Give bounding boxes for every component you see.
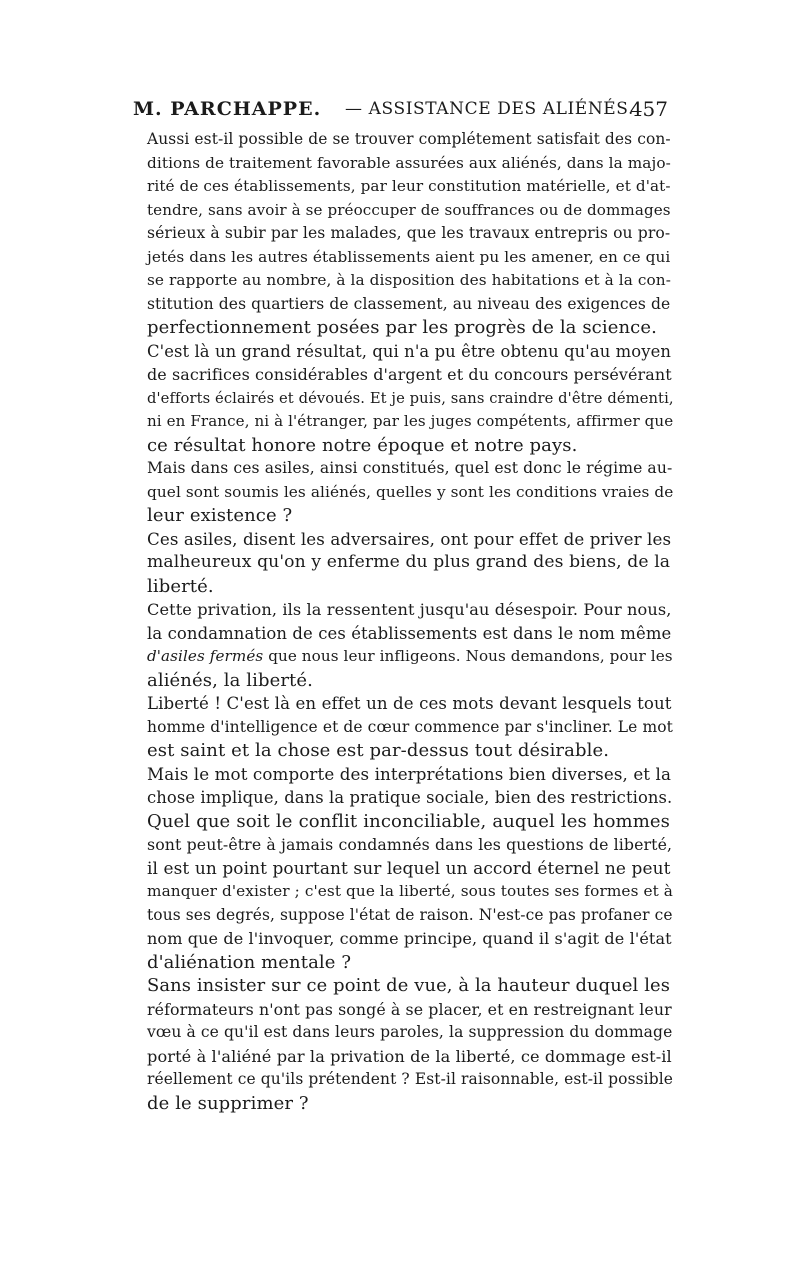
text-line: sont peut-être à jamais condamnés dans les questions de liberté, bbox=[147, 835, 673, 854]
text-line: réellement ce qu'ils prétendent ? Est-il raisonnable, est-il possible bbox=[147, 1070, 673, 1088]
text-line: la condamnation de ces établissements est dans le nom même bbox=[147, 623, 672, 643]
text-line: Aussi est-il possible de se trouver complétement satisfait des con- bbox=[147, 130, 671, 148]
text-line: leur existence ? bbox=[147, 505, 293, 526]
text-line: stitution des quartiers de classement, au niveau des exigences de bbox=[147, 294, 671, 313]
paragraph-5 bbox=[133, 598, 673, 692]
text-line: liberté. bbox=[147, 575, 214, 597]
text-line: Mais dans ces asiles, ainsi constitués, quel est donc le régime au- bbox=[147, 459, 673, 477]
text-line: homme d'intelligence et de cœur commence par s'incliner. Le mot bbox=[147, 717, 673, 736]
body-text bbox=[133, 128, 674, 1115]
paragraph-4 bbox=[133, 528, 670, 599]
text-line: Mais le mot comporte des interprétations bien diverses, et la bbox=[147, 763, 672, 784]
text-line: d'efforts éclairés et dévoués. Et je puis, sans craindre d'être démenti, bbox=[147, 389, 674, 407]
text-line: quel sont soumis les aliénés, quelles y sont les conditions vraies de bbox=[147, 482, 674, 501]
text-line: rité de ces établissements, par leur constitution matérielle, et d'at- bbox=[147, 177, 671, 195]
text-line: tous ses degrés, suppose l'état de raison. N'est-ce pas profaner ce bbox=[147, 905, 673, 924]
text-line: C'est là un grand résultat, qui n'a pu être obtenu qu'au moyen bbox=[147, 341, 672, 361]
text-line: d'aliénation mentale ? bbox=[147, 951, 352, 973]
running-head bbox=[133, 94, 668, 124]
text-line: ni en France, ni à l'étranger, par les juges compétents, affirmer que bbox=[147, 412, 674, 430]
text-line: il est un point pourtant sur lequel un accord éternel ne peut bbox=[147, 857, 671, 878]
running-head-author: M. PARCHAPPE. bbox=[133, 98, 322, 120]
text-line: jetés dans les autres établissements aient pu les amener, en ce qui bbox=[147, 247, 671, 266]
text-line: perfectionnement posées par les progrès de la science. bbox=[147, 317, 657, 338]
text-line-rest: que nous leur infligeons. Nous demandons, pour les bbox=[263, 647, 673, 665]
running-head-title-text: ASSISTANCE DES ALIÉNÉS. bbox=[368, 99, 634, 119]
running-head-title bbox=[345, 94, 634, 124]
text-line: de sacrifices considérables d'argent et du concours persévérant bbox=[147, 365, 672, 384]
text-line: Quel que soit le conflit inconciliable, auquel les hommes bbox=[147, 810, 670, 832]
page-number: 457 bbox=[629, 97, 668, 121]
text-line: ditions de traitement favorable assurées aux aliénés, dans la majo- bbox=[147, 153, 671, 172]
paragraph-9 bbox=[133, 974, 673, 1115]
text-line: se rapporte au nombre, à la disposition des habitations et à la con- bbox=[147, 271, 671, 289]
paragraph-3 bbox=[133, 457, 674, 528]
paragraph-2 bbox=[133, 340, 674, 458]
text-line: aliénés, la liberté. bbox=[147, 669, 313, 691]
text-line: réformateurs n'ont pas songé à se placer, et en restreignant leur bbox=[147, 999, 672, 1019]
text-line: malheureux qu'on y enferme du plus grand des biens, de la bbox=[147, 552, 671, 572]
paragraph-8 bbox=[133, 810, 673, 975]
text-line: ce résultat honore notre époque et notre pays. bbox=[147, 434, 578, 456]
text-line: Cette privation, ils la ressentent jusqu'au désespoir. Pour nous, bbox=[147, 600, 672, 619]
paragraph-7 bbox=[133, 763, 673, 810]
text-line: vœu à ce qu'il est dans leurs paroles, la suppression du dommage bbox=[147, 1023, 673, 1041]
text-line: de le supprimer ? bbox=[147, 1092, 309, 1114]
text-line: Sans insister sur ce point de vue, à la hauteur duquel les bbox=[147, 975, 670, 996]
paragraph-1 bbox=[133, 128, 670, 340]
text-line: sérieux à subir par les malades, que les travaux entrepris ou pro- bbox=[147, 224, 671, 242]
text-line: est saint et la chose est par-dessus tout désirable. bbox=[147, 740, 610, 761]
text-line: manquer d'exister ; c'est que la liberté, sous toutes ses formes et à bbox=[147, 882, 673, 900]
text-line: nom que de l'invoquer, comme principe, quand il s'agit de l'état bbox=[147, 929, 672, 948]
text-line: tendre, sans avoir à se préoccuper de souffrances ou de dommages bbox=[147, 200, 671, 219]
italic-phrase: d'asiles fermés bbox=[147, 647, 264, 665]
text-line: porté à l'aliéné par la privation de la liberté, ce dommage est-il bbox=[147, 1046, 672, 1066]
text-line bbox=[133, 645, 673, 669]
text-line: Ces asiles, disent les adversaires, ont pour effet de priver les bbox=[147, 529, 672, 549]
text-line: chose implique, dans la pratique sociale, bien des restrictions. bbox=[147, 788, 673, 807]
running-head-dash: — bbox=[345, 99, 363, 119]
text-line: Liberté ! C'est là en effet un de ces mots devant lesquels tout bbox=[147, 694, 672, 713]
paragraph-6 bbox=[133, 692, 673, 763]
